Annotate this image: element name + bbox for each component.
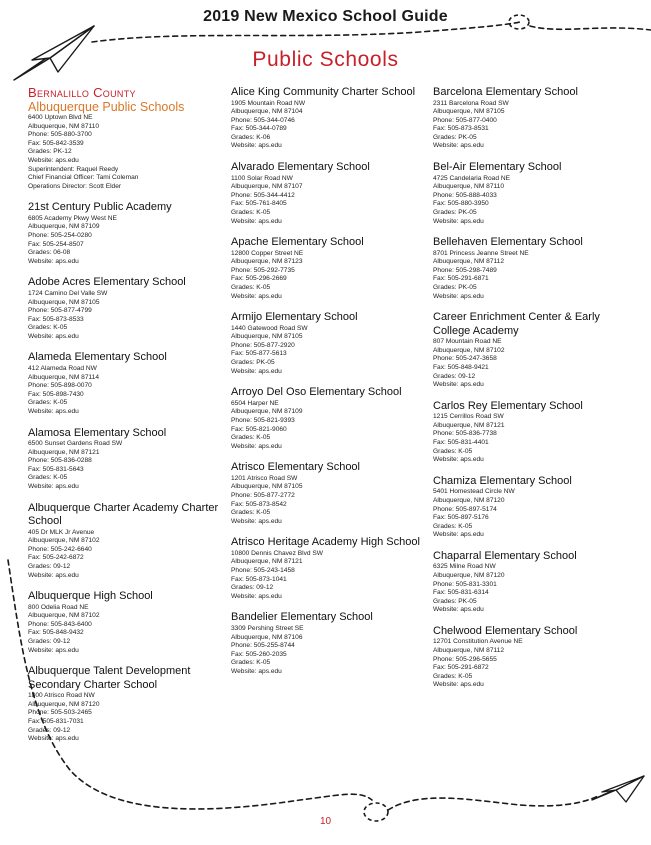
school-city: Albuquerque, NM 87105 [231,483,303,491]
school-name: 21st Century Public Academy [28,201,172,214]
school-city: Albuquerque, NM 87121 [433,421,505,429]
school-website: Website: aps.edu [28,407,79,415]
school-fax: Fax: 505-831-4401 [433,439,489,447]
school-city: Albuquerque, NM 87120 [433,496,505,504]
school-fax: Fax: 505-873-8531 [433,125,489,133]
school-fax: Fax: 505-291-6872 [433,664,489,672]
school-city: Albuquerque, NM 87104 [231,108,303,116]
school-grades: Grades: K-05 [433,522,473,530]
school-grades: Grades: 09-12 [28,562,71,570]
school-fax: Fax: 505-254-8507 [28,240,84,248]
school-entry [433,161,633,226]
school-fax: Fax: 505-821-9060 [231,425,287,433]
school-address: 6325 Milne Road NW [433,563,496,571]
school-name: Albuquerque Charter Academy Charter School [28,501,219,528]
school-grades: Grades: PK-05 [231,359,275,367]
school-name: Adobe Acres Elementary School [28,276,186,289]
school-name: Career Enrichment Center & Early College Academy [433,311,600,337]
school-address: 1905 Mountain Road NW [231,99,306,107]
school-entry [433,236,633,301]
school-name: Atrisco Elementary School [231,461,360,474]
school-entry [433,475,633,540]
school-name: Apache Elementary School [231,236,364,249]
school-website: Website: aps.edu [28,257,79,265]
school-grades: Grades: 06-08 [28,249,71,257]
school-fax: Fax: 505-897-5176 [433,514,489,522]
school-grades: Grades: K-05 [231,434,271,442]
school-grades: Grades: PK-05 [433,133,477,141]
school-city: Albuquerque, NM 87105 [28,298,100,306]
school-city: Albuquerque, NM 87112 [433,258,504,266]
school-grades: Grades: K-05 [231,659,271,667]
school-fax: Fax: 505-873-8542 [231,500,287,508]
school-city: Albuquerque, NM 87102 [433,346,505,354]
district-superintendent: Superintendent: Raquel Reedy [28,165,119,173]
school-fax: Fax: 505-831-7031 [28,718,84,725]
school-name: Atrisco Heritage Academy High School [231,536,420,549]
school-phone: Phone: 505-254-0280 [28,232,92,240]
school-address: 405 Dr MLK Jr Avenue [28,528,95,536]
school-website: Website: aps.edu [433,217,484,225]
school-website: Website: aps.edu [28,332,79,340]
school-website: Website: aps.edu [28,646,79,654]
school-address: 10800 Dennis Chavez Blvd SW [231,549,323,557]
school-city: Albuquerque, NM 87112 [433,647,504,655]
school-website: Website: aps.edu [28,483,79,490]
school-entry [28,665,228,744]
school-address: 12701 Constitution Avenue NE [433,638,523,646]
school-website: Website: aps.edu [433,681,484,689]
school-city: Albuquerque, NM 87120 [28,700,100,708]
school-fax: Fax: 505-880-3950 [433,200,489,208]
school-city: Albuquerque, NM 87121 [231,558,303,566]
school-entry [28,502,228,581]
school-website: Website: aps.edu [231,517,282,525]
school-fax: Fax: 505-831-5643 [28,465,84,473]
district-entry [28,100,228,191]
school-phone: Phone: 505-877-2772 [231,492,295,499]
school-website: Website: aps.edu [433,531,484,539]
school-grades: Grades: 09-12 [28,638,71,646]
school-website: Website: aps.edu [433,292,484,300]
school-name: Bandelier Elementary School [231,611,373,624]
school-address: 12800 Copper Street NE [231,249,304,257]
school-entry [433,550,633,615]
school-address: 1215 Cerrillos Road SW [433,413,504,421]
school-phone: Phone: 505-298-7489 [433,266,497,274]
school-address: 1800 Atrisco Road NW [28,692,95,700]
school-phone: Phone: 505-344-4412 [231,191,295,199]
school-entry [231,86,431,151]
school-fax: Fax: 505-898-7430 [28,390,84,398]
district-fax: Fax: 505-842-3539 [28,139,84,147]
section-title: Public Schools [252,48,399,71]
school-grades: Grades: K-05 [231,284,271,291]
school-grades: Grades: K-05 [231,208,271,216]
school-fax: Fax: 505-761-8405 [231,200,287,208]
school-name: Bel-Air Elementary School [433,161,562,174]
school-name: Albuquerque Talent Development Secondary Charter School [28,665,191,691]
school-phone: Phone: 505-255-8744 [231,642,295,650]
county-heading: Bernalillo County [28,85,136,100]
school-entry [231,311,431,376]
school-website: Website: aps.edu [231,292,282,300]
school-city: Albuquerque, NM 87109 [28,223,100,231]
school-address: 6500 Sunset Gardens Road SW [28,440,123,448]
school-name: Chaparral Elementary School [433,549,577,562]
school-grades: Grades: K-05 [28,324,68,332]
school-address: 6805 Academy Pkwy West NE [28,214,117,222]
school-city: Albuquerque, NM 87110 [433,183,504,191]
school-name: Barcelona Elementary School [433,86,578,98]
school-address: 2311 Barcelona Road SW [433,99,509,107]
school-phone: Phone: 505-843-6400 [28,620,92,628]
school-grades: Grades: 09-12 [231,584,274,592]
school-entry [231,461,431,526]
page-number: 10 [319,816,332,827]
school-website: Website: aps.edu [28,571,79,579]
school-name: Carlos Rey Elementary School [433,399,583,412]
school-address: 4725 Candelaria Road NE [433,174,510,182]
school-phone: Phone: 505-243-1458 [231,567,295,575]
school-city: Albuquerque, NM 87121 [28,448,100,456]
school-name: Alamosa Elementary School [28,426,167,439]
school-website: Website: aps.edu [231,217,282,225]
school-entry [433,400,633,465]
school-entry [231,236,431,301]
school-city: Albuquerque, NM 87109 [231,408,303,416]
school-website: Website: aps.edu [231,667,282,675]
school-entry [231,386,431,451]
school-address: 412 Alameda Road NW [28,364,97,372]
school-city: Albuquerque, NM 87102 [28,537,100,545]
school-entry [28,427,228,492]
school-name: Alvarado Elementary School [231,161,370,174]
school-fax: Fax: 505-831-6314 [433,589,489,597]
school-name: Chelwood Elementary School [433,624,578,637]
column-2 [231,86,431,687]
school-grades: Grades: K-05 [433,672,473,680]
school-name: Bellehaven Elementary School [433,236,583,249]
school-address: 800 Odelia Road NE [28,603,89,611]
school-entry [433,311,633,390]
school-address: 1724 Camino Del Valle SW [28,289,108,297]
school-entry [28,351,228,416]
school-website: Website: aps.edu [433,381,484,389]
school-website: Website: aps.edu [231,367,282,375]
school-name: Alameda Elementary School [28,351,167,364]
guide-header: 2019 New Mexico School Guide [203,8,448,25]
school-phone: Phone: 505-877-4799 [28,307,92,315]
school-grades: Grades: 09-12 [28,726,71,734]
school-name: Armijo Elementary School [231,311,358,324]
school-fax: Fax: 505-848-9432 [28,629,84,637]
school-phone: Phone: 505-247-3658 [433,355,497,363]
school-grades: Grades: 09-12 [433,372,476,380]
school-phone: Phone: 505-877-0400 [433,116,497,124]
column-1 [28,86,228,754]
school-phone: Phone: 505-242-6640 [28,545,92,553]
school-website: Website: aps.edu [28,735,79,743]
school-entry [433,86,633,151]
district-address: 6400 Uptown Blvd NE [28,114,93,121]
school-entry [28,276,228,341]
district-city: Albuquerque, NM 87110 [28,122,99,130]
district-cfo: Chief Financial Officer: Tami Coleman [28,174,139,182]
school-phone: Phone: 505-898-0070 [28,382,92,390]
school-phone: Phone: 505-877-2920 [231,341,295,349]
school-phone: Phone: 505-503-2465 [28,709,92,717]
school-website: Website: aps.edu [231,442,282,450]
school-entry [231,536,431,601]
school-fax: Fax: 505-873-8533 [28,315,84,323]
school-grades: Grades: K-05 [28,474,68,482]
school-grades: Grades: PK-05 [433,208,477,216]
school-fax: Fax: 505-873-1041 [231,575,287,583]
school-grades: Grades: PK-05 [433,597,477,605]
school-entry [231,611,431,676]
school-address: 6504 Harper NE [231,399,279,407]
school-city: Albuquerque, NM 87114 [28,373,99,381]
school-city: Albuquerque, NM 87120 [433,571,505,579]
school-grades: Grades: K-06 [231,133,271,141]
school-fax: Fax: 505-344-0789 [231,125,287,133]
school-fax: Fax: 505-242-6872 [28,554,84,562]
school-phone: Phone: 505-344-0746 [231,116,295,124]
school-grades: Grades: K-05 [231,509,271,517]
school-city: Albuquerque, NM 87107 [231,183,303,191]
school-name: Arroyo Del Oso Elementary School [231,386,402,399]
school-phone: Phone: 505-836-7738 [433,430,497,438]
school-grades: Grades: K-05 [28,399,68,407]
paper-airplane-icon [590,772,646,806]
school-city: Albuquerque, NM 87105 [231,333,303,341]
school-website: Website: aps.edu [231,142,282,150]
school-grades: Grades: K-05 [433,447,473,455]
school-website: Website: aps.edu [433,606,484,614]
school-address: 1201 Atrisco Road SW [231,474,298,482]
column-3 [433,86,633,700]
school-fax: Fax: 505-296-2669 [231,275,287,283]
school-phone: Phone: 505-836-0288 [28,457,92,465]
school-phone: Phone: 505-888-4033 [433,191,497,199]
district-grades: Grades: PK-12 [28,148,72,156]
school-address: 5401 Homestead Circle NW [433,488,515,496]
district-operations-director: Operations Director: Scott Elder [28,182,122,190]
school-website: Website: aps.edu [433,456,484,464]
school-city: Albuquerque, NM 87123 [231,258,303,266]
school-website: Website: aps.edu [433,142,484,150]
school-address: 807 Mountain Road NE [433,338,502,346]
district-phone: Phone: 505-880-3700 [28,131,92,139]
school-name: Alice King Community Charter School [231,86,416,98]
school-name: Chamiza Elementary School [433,474,572,487]
school-address: 8701 Princess Jeanne Street NE [433,249,529,257]
school-fax: Fax: 505-877-5613 [231,350,287,358]
school-phone: Phone: 505-831-3301 [433,580,497,588]
school-grades: Grades: PK-05 [433,284,477,291]
school-fax: Fax: 505-291-6871 [433,275,489,283]
school-city: Albuquerque, NM 87102 [28,612,100,620]
school-name: Albuquerque High School [28,590,153,603]
school-entry [28,590,228,655]
school-phone: Phone: 505-292-7735 [231,266,295,274]
school-phone: Phone: 505-296-5655 [433,655,497,663]
school-city: Albuquerque, NM 87106 [231,633,303,641]
school-entry [231,161,431,226]
school-entry [433,625,633,690]
school-address: 3309 Pershing Street SE [231,624,304,632]
school-website: Website: aps.edu [231,592,282,600]
district-name: Albuquerque Public Schools [28,100,185,114]
school-fax: Fax: 505-848-9421 [433,363,489,371]
school-address: 1100 Solar Road NW [231,174,293,182]
school-phone: Phone: 505-821-9393 [231,416,295,424]
school-phone: Phone: 505-897-5174 [433,505,497,513]
school-entry [28,201,228,266]
school-city: Albuquerque, NM 87105 [433,108,505,116]
district-website: Website: aps.edu [28,156,79,164]
school-fax: Fax: 505-260-2035 [231,650,287,658]
school-address: 1440 Gatewood Road SW [231,324,308,332]
